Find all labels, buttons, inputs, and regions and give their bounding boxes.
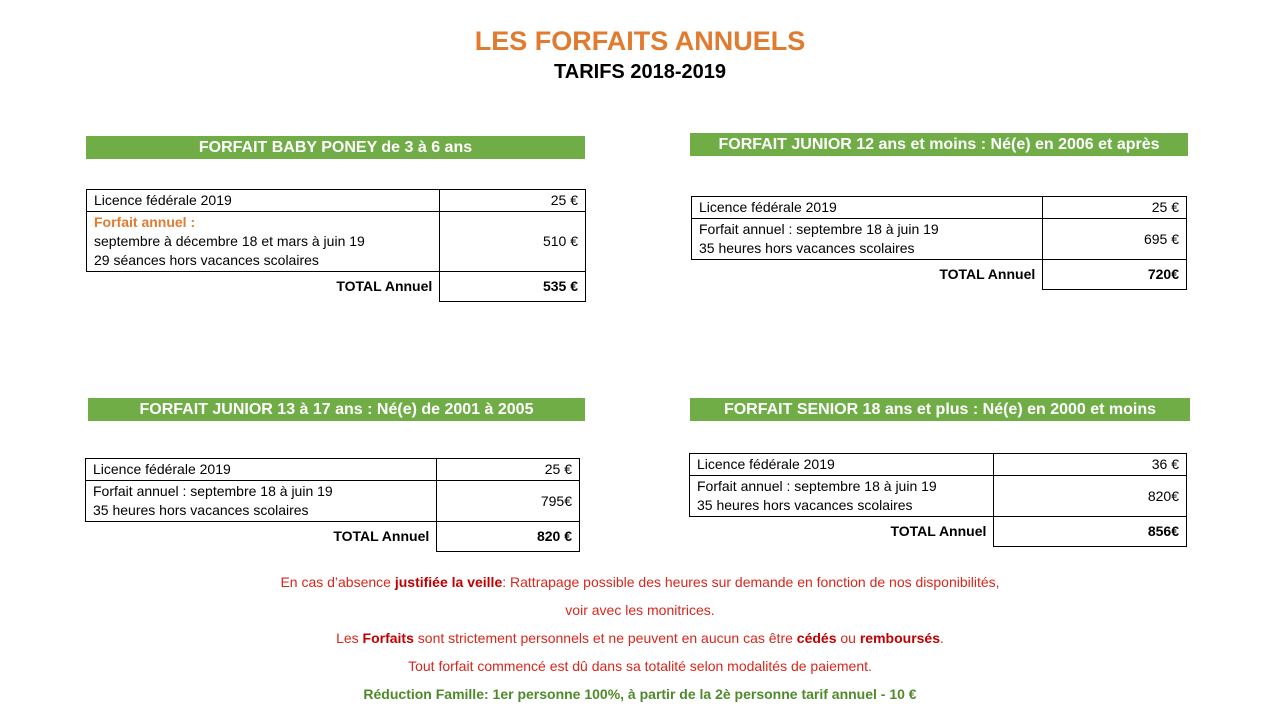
table-row [692,219,1187,260]
licence-label: Licence fédérale 2019 [692,197,1043,219]
table-row [692,197,1187,219]
page-title: LES FORFAITS ANNUELS [474,26,806,56]
personal-note-part: sont strictement personnels et ne peuvent en aucun cas être [413,630,797,646]
monitrices-note: voir avec les monitrices. [565,602,715,618]
table-row [87,190,586,212]
notes-section [0,570,1280,710]
absence-note-part: : Rattrapage possible des heures sur demande en fonction de nos disponibilités, [502,574,1000,590]
total-row [87,272,586,302]
personal-note-emphasis: cédés [796,630,837,646]
absence-note [0,570,1280,598]
forfait-hours: 35 heures hors vacances scolaires [93,502,309,518]
personal-note-emphasis: remboursés [859,630,941,646]
licence-price: 25 € [440,190,586,212]
table-baby-poney [86,189,586,302]
banner-junior-13-17: FORFAIT JUNIOR 13 à 17 ans : Né(e) de 2001 à 2005 [88,398,585,421]
total-label: TOTAL Annuel [890,523,987,540]
table-senior [689,453,1187,547]
total-row [86,522,580,552]
forfait-hours: 35 heures hors vacances scolaires [699,240,915,256]
forfait-description [87,212,440,272]
forfait-period: Forfait annuel : septembre 18 à juin 19 [697,478,937,494]
total-label: TOTAL Annuel [939,266,1036,283]
forfait-period: Forfait annuel : septembre 18 à juin 19 [93,483,333,499]
total-price: 820 € [437,522,580,552]
banner-baby-poney: FORFAIT BABY PONEY de 3 à 6 ans [86,136,585,159]
banner-junior-12: FORFAIT JUNIOR 12 ans et moins : Né(e) en 2006 et après [690,133,1188,156]
absence-note-part: En cas d’absence [280,574,395,590]
total-label: TOTAL Annuel [336,278,433,295]
table-row [690,476,1187,517]
payment-note: Tout forfait commencé est dû dans sa totalité selon modalités de paiement. [408,658,872,674]
personal-note-part: Les [336,630,363,646]
personal-note-part: ou [836,630,860,646]
licence-label: Licence fédérale 2019 [87,190,440,212]
forfait-price: 820€ [994,476,1187,517]
table-junior-12 [691,196,1187,290]
forfait-description [692,219,1043,260]
forfait-price: 795€ [437,481,580,522]
total-row [690,517,1187,547]
forfait-heading: Forfait annuel : [94,214,196,230]
family-discount-note: Réduction Famille: 1er personne 100%, à partir de la 2è personne tarif annuel - 10 € [363,686,917,702]
absence-note-emphasis: justifiée la veille [394,574,503,590]
licence-price: 36 € [994,454,1187,476]
forfait-hours: 35 heures hors vacances scolaires [697,497,913,513]
table-row [86,481,580,522]
table-row [87,212,586,272]
forfait-sessions: 29 séances hors vacances scolaires [94,252,319,268]
forfait-price: 695 € [1043,219,1187,260]
forfait-description [86,481,437,522]
personal-note-emphasis: Forfaits [362,630,414,646]
licence-label: Licence fédérale 2019 [690,454,994,476]
total-row [692,260,1187,290]
personal-note [0,626,1280,654]
total-price: 720€ [1043,260,1187,290]
table-junior-13-17 [85,458,580,552]
licence-label: Licence fédérale 2019 [86,459,437,481]
page-subtitle: TARIFS 2018-2019 [554,61,726,83]
table-row [86,459,580,481]
forfait-price: 510 € [440,212,586,272]
personal-note-part: . [940,630,944,646]
forfait-description [690,476,994,517]
licence-price: 25 € [437,459,580,481]
total-price: 856€ [994,517,1187,547]
forfait-period: Forfait annuel : septembre 18 à juin 19 [699,221,939,237]
total-price: 535 € [440,272,586,302]
total-label: TOTAL Annuel [333,528,430,545]
banner-senior: FORFAIT SENIOR 18 ans et plus : Né(e) en 2000 et moins [690,398,1190,421]
table-row [690,454,1187,476]
licence-price: 25 € [1043,197,1187,219]
forfait-period: septembre à décembre 18 et mars à juin 19 [94,233,365,249]
